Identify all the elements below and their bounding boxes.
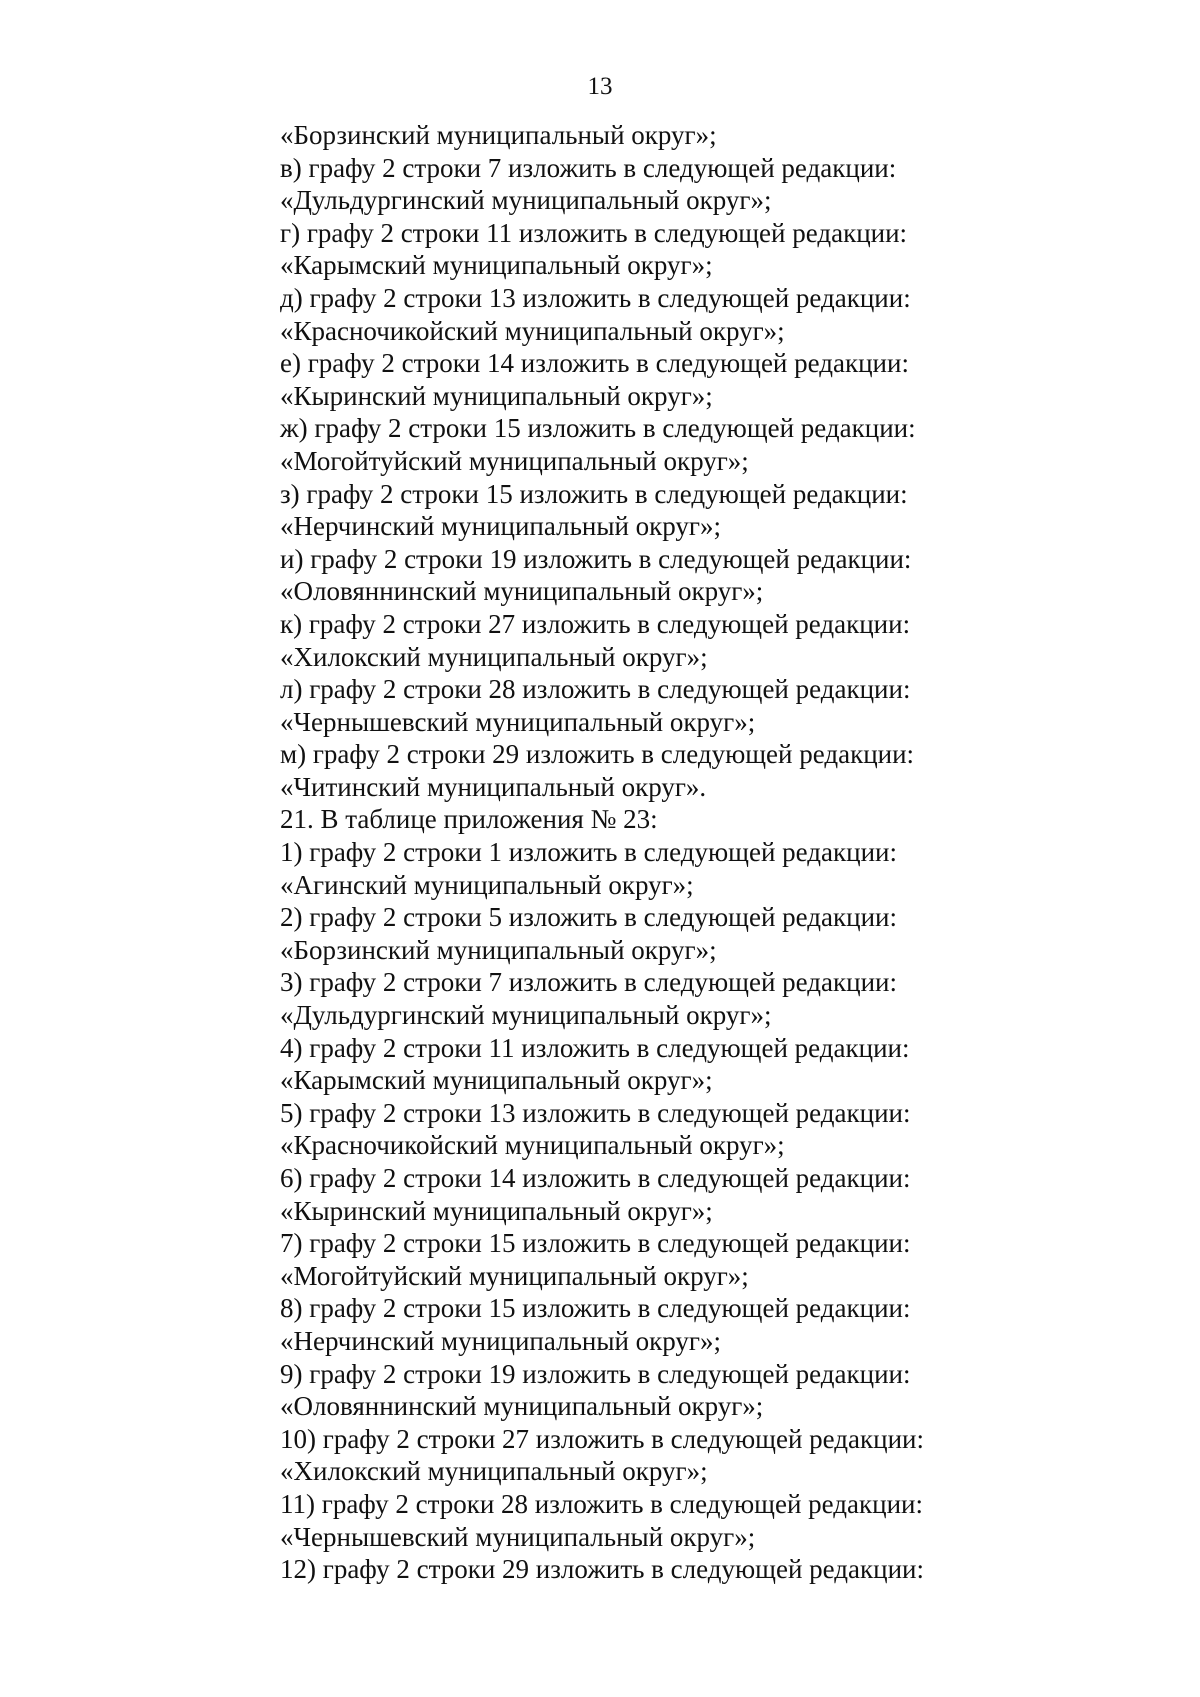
text-line: «Борзинский муниципальный округ»; <box>280 120 717 150</box>
text-line: 3) графу 2 строки 7 изложить в следующей редакции: <box>280 967 897 998</box>
text-line: з) графу 2 строки 15 изложить в следующей редакции: <box>280 478 908 509</box>
text-line: «Кыринский муниципальный округ»; <box>280 380 713 411</box>
text-line: «Чернышевский муниципальный округ»; <box>280 706 756 737</box>
text-line: 1) графу 2 строки 1 изложить в следующей редакции: <box>280 837 897 868</box>
text-line: «Красночикойский муниципальный округ»; <box>280 315 785 346</box>
text-line: е) графу 2 строки 14 изложить в следующей редакции: <box>280 348 909 379</box>
text-line: к) графу 2 строки 27 изложить в следующей редакции: <box>280 608 911 639</box>
text-line: «Агинский муниципальный округ»; <box>280 869 694 900</box>
text-line: в) графу 2 строки 7 изложить в следующей редакции: <box>280 152 897 183</box>
text-line: 11) графу 2 строки 28 изложить в следующей редакции: <box>280 1488 923 1519</box>
text-line: «Хилокский муниципальный округ»; <box>280 1456 708 1487</box>
text-line: «Чернышевский муниципальный округ»; <box>280 1521 756 1552</box>
text-line: и) графу 2 строки 19 изложить в следующей редакции: <box>280 543 912 574</box>
text-line: 8) графу 2 строки 15 изложить в следующей редакции: <box>280 1293 911 1324</box>
text-line: г) графу 2 строки 11 изложить в следующей редакции: <box>280 217 908 248</box>
document-body <box>280 119 1100 1586</box>
text-line: «Кыринский муниципальный округ»; <box>280 1195 713 1226</box>
text-line: «Нерчинский муниципальный округ»; <box>280 1325 722 1356</box>
text-line: «Карымский муниципальный округ»; <box>280 1065 713 1096</box>
text-line: «Борзинский муниципальный округ»; <box>280 934 717 965</box>
text-line: «Карымский муниципальный округ»; <box>280 250 713 281</box>
text-line: 7) графу 2 строки 15 изложить в следующей редакции: <box>280 1228 911 1259</box>
text-line: м) графу 2 строки 29 изложить в следующей редакции: <box>280 739 915 770</box>
text-line: 4) графу 2 строки 11 изложить в следующей редакции: <box>280 1032 910 1063</box>
text-line: 10) графу 2 строки 27 изложить в следующей редакции: <box>280 1423 924 1454</box>
text-line: 9) графу 2 строки 19 изложить в следующей редакции: <box>280 1358 911 1389</box>
text-line: «Оловяннинский муниципальный округ»; <box>280 576 764 607</box>
text-line: «Нерчинский муниципальный округ»; <box>280 511 722 542</box>
text-line: «Хилокский муниципальный округ»; <box>280 641 708 672</box>
text-line: ж) графу 2 строки 15 изложить в следующей редакции: <box>280 413 916 444</box>
text-line: л) графу 2 строки 28 изложить в следующей редакции: <box>280 674 911 705</box>
text-line: «Красночикойский муниципальный округ»; <box>280 1130 785 1161</box>
text-line: «Читинский муниципальный округ». <box>280 771 707 802</box>
text-line: «Оловяннинский муниципальный округ»; <box>280 1391 764 1422</box>
text-line: «Могойтуйский муниципальный округ»; <box>280 445 749 476</box>
page-number: 13 <box>587 73 613 100</box>
text-line: 6) графу 2 строки 14 изложить в следующей редакции: <box>280 1163 911 1193</box>
text-line: 2) графу 2 строки 5 изложить в следующей редакции: <box>280 902 897 933</box>
text-line: 12) графу 2 строки 29 изложить в следующей редакции: <box>280 1554 924 1585</box>
text-line: 5) графу 2 строки 13 изложить в следующей редакции: <box>280 1097 911 1128</box>
text-line: «Могойтуйский муниципальный округ»; <box>280 1260 749 1291</box>
text-line: «Дульдургинский муниципальный округ»; <box>280 1000 772 1031</box>
text-line: «Дульдургинский муниципальный округ»; <box>280 185 772 216</box>
text-line: 21. В таблице приложения № 23: <box>280 804 658 835</box>
text-line: д) графу 2 строки 13 изложить в следующей редакции: <box>280 282 911 313</box>
